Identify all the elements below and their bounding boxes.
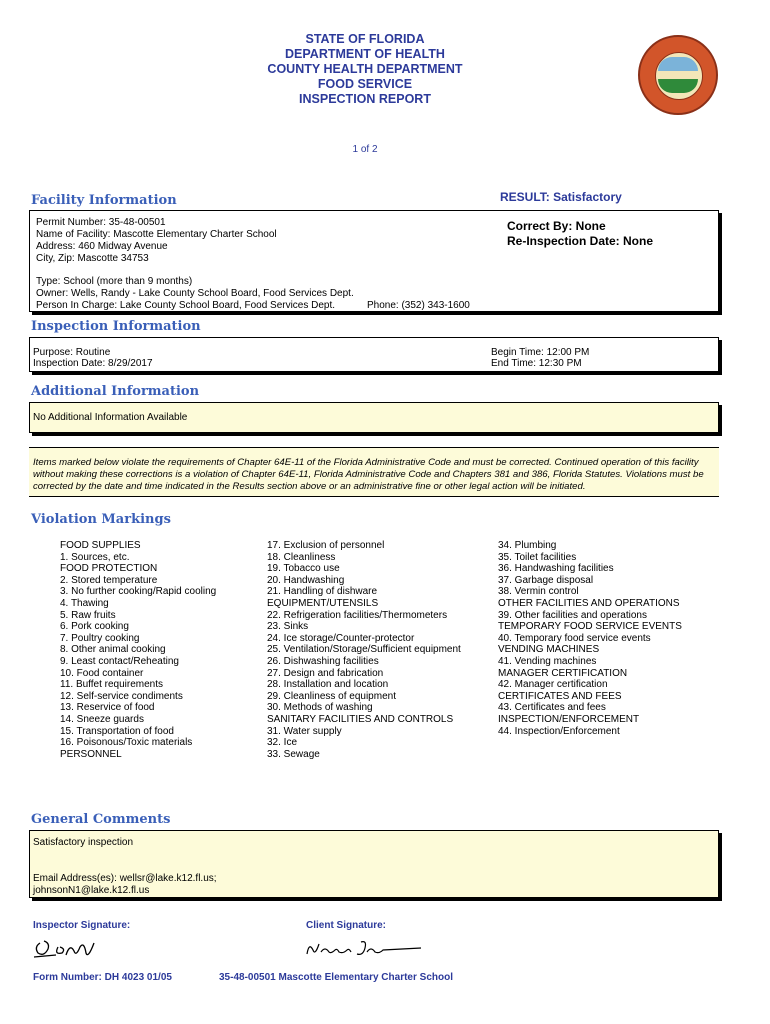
violation-item: FOOD SUPPLIES <box>60 540 141 551</box>
page-number: 1 of 2 <box>352 144 378 155</box>
violation-item: 39. Other facilities and operations <box>498 609 647 621</box>
violation-item: 12. Self-service condiments <box>60 690 183 702</box>
footer-facility-ref: 35-48-00501 Mascotte Elementary Charter School <box>219 972 453 983</box>
violation-item: 19. Tobacco use <box>267 563 340 575</box>
violations-col-3 <box>498 540 682 737</box>
violation-item: 5. Raw fruits <box>60 609 116 621</box>
violations-col-1 <box>60 540 216 760</box>
violation-item: 41. Vending machines <box>498 655 597 667</box>
violation-item: 15. Transportation of food <box>60 725 174 737</box>
violation-item: 20. Handwashing <box>267 574 345 586</box>
violation-item: 24. Ice storage/Counter-protector <box>267 632 415 644</box>
violation-item: 29. Cleanliness of equipment <box>267 690 396 702</box>
violation-item: 3. No further cooking/Rapid cooling <box>60 586 217 598</box>
comments-section-title: General Comments <box>31 812 171 827</box>
header-line: INSPECTION REPORT <box>299 92 431 106</box>
violation-item: 28. Installation and location <box>267 679 389 691</box>
violation-item: MANAGER CERTIFICATION <box>498 667 628 679</box>
end-time: End Time: 12:30 PM <box>491 358 582 369</box>
header-line: STATE OF FLORIDA <box>305 32 425 46</box>
violation-item: 42. Manager certification <box>498 679 608 691</box>
violation-item: CERTIFICATES AND FEES <box>498 690 622 702</box>
facility-owner: Owner: Wells, Randy - Lake County School Board, Food Services Dept. <box>36 288 354 299</box>
violation-item: 2. Stored temperature <box>60 574 158 586</box>
violation-item: 27. Design and fabrication <box>267 667 384 679</box>
violation-item: FOOD PROTECTION <box>60 563 158 575</box>
violation-item: 38. Vermin control <box>498 586 579 598</box>
violation-item: 43. Certificates and fees <box>498 702 606 714</box>
facility-section-title: Facility Information <box>31 193 177 208</box>
violation-item: SANITARY FACILITIES AND CONTROLS <box>267 713 454 725</box>
violation-item: 14. Sneeze guards <box>60 713 144 725</box>
inspector-signature-label: Inspector Signature: <box>33 920 131 931</box>
violation-item: 21. Handling of dishware <box>267 586 378 598</box>
facility-type: Type: School (more than 9 months) <box>36 276 193 287</box>
comments-text: Satisfactory inspection <box>33 837 134 848</box>
violation-notice: Items marked below violate the requirements of Chapter 64E-11 of the Florida Administrative Code and must be corrected. Continued operation of this facility without making these corrections is a violation of Chapter 64E-11, Florida Administrative Code and Chapters 381 and 386, Florida Statutes. Violations must be corrected by the date and time indicated in the Results section above or an administrative fine or other legal action will be initiated. <box>29 447 719 497</box>
violation-item: EQUIPMENT/UTENSILS <box>267 597 379 609</box>
facility-name: Name of Facility: Mascotte Elementary Charter School <box>36 229 277 240</box>
violation-item: 4. Thawing <box>60 597 109 609</box>
violation-item: 11. Buffet requirements <box>60 679 164 691</box>
violation-item: 13. Reservice of food <box>60 702 155 714</box>
inspection-date: Inspection Date: 8/29/2017 <box>33 358 153 369</box>
facility-box <box>29 210 719 312</box>
client-signature-label: Client Signature: <box>306 920 387 931</box>
header-line: COUNTY HEALTH DEPARTMENT <box>267 62 463 76</box>
header-line: DEPARTMENT OF HEALTH <box>285 47 445 61</box>
header-line: FOOD SERVICE <box>317 77 413 91</box>
violation-item: PERSONNEL <box>60 748 122 760</box>
violation-item: 36. Handwashing facilities <box>498 563 614 575</box>
facility-phone: Phone: (352) 343-1600 <box>367 300 470 311</box>
violation-item: VENDING MACHINES <box>498 644 600 656</box>
additional-box <box>29 402 719 433</box>
result-label: RESULT: Satisfactory <box>500 190 622 204</box>
facility-address: Address: 460 Midway Avenue <box>36 241 168 252</box>
violation-item: 9. Least contact/Reheating <box>60 655 179 667</box>
violation-item: 22. Refrigeration facilities/Thermometers <box>267 609 448 621</box>
violation-item: 8. Other animal cooking <box>60 644 166 656</box>
violation-item: OTHER FACILITIES AND OPERATIONS <box>498 597 680 609</box>
comments-email-1: Email Address(es): wellsr@lake.k12.fl.us; <box>33 873 217 884</box>
state-seal-icon <box>638 35 718 115</box>
permit-number: Permit Number: 35-48-00501 <box>36 217 166 228</box>
correct-by: Correct By: None <box>507 219 606 233</box>
inspector-signature <box>30 935 110 963</box>
person-in-charge: Person In Charge: Lake County School Board, Food Services Dept. <box>36 300 336 311</box>
violation-item: 40. Temporary food service events <box>498 632 651 644</box>
violation-item: 33. Sewage <box>267 748 320 760</box>
violation-item: 23. Sinks <box>267 621 309 633</box>
violation-item: 25. Ventilation/Storage/Sufficient equipment <box>267 644 461 656</box>
inspection-box <box>29 337 719 372</box>
form-number: Form Number: DH 4023 01/05 <box>33 972 172 983</box>
violation-item: 30. Methods of washing <box>267 702 373 714</box>
report-header <box>0 32 730 107</box>
violation-item: 7. Poultry cooking <box>60 632 140 644</box>
violation-item: 10. Food container <box>60 667 144 679</box>
violation-item: 16. Poisonous/Toxic materials <box>60 737 193 749</box>
violations-col-2 <box>267 540 461 760</box>
violation-item: 17. Exclusion of personnel <box>267 540 385 551</box>
violation-item: 44. Inspection/Enforcement <box>498 725 620 737</box>
violation-item: 18. Cleanliness <box>267 551 336 563</box>
violation-item: 34. Plumbing <box>498 540 557 551</box>
comments-box <box>29 830 719 898</box>
facility-city: City, Zip: Mascotte 34753 <box>36 253 149 264</box>
violation-item: 31. Water supply <box>267 725 342 737</box>
violation-item: 32. Ice <box>267 737 298 749</box>
reinspection-date: Re-Inspection Date: None <box>507 234 654 248</box>
comments-email-2: johnsonN1@lake.k12.fl.us <box>33 885 150 896</box>
additional-text: No Additional Information Available <box>33 412 188 423</box>
additional-section-title: Additional Information <box>31 384 200 399</box>
client-signature <box>303 936 423 962</box>
violations-section-title: Violation Markings <box>31 512 171 527</box>
violation-item: 37. Garbage disposal <box>498 574 594 586</box>
violation-item: TEMPORARY FOOD SERVICE EVENTS <box>498 621 682 633</box>
inspection-purpose: Purpose: Routine <box>33 347 111 358</box>
violation-item: 1. Sources, etc. <box>60 551 130 563</box>
begin-time: Begin Time: 12:00 PM <box>491 347 590 358</box>
inspection-section-title: Inspection Information <box>31 319 201 334</box>
violation-item: 35. Toilet facilities <box>498 551 577 563</box>
violation-item: INSPECTION/ENFORCEMENT <box>498 713 640 725</box>
violation-item: 26. Dishwashing facilities <box>267 655 379 667</box>
violation-item: 6. Pork cooking <box>60 621 129 633</box>
